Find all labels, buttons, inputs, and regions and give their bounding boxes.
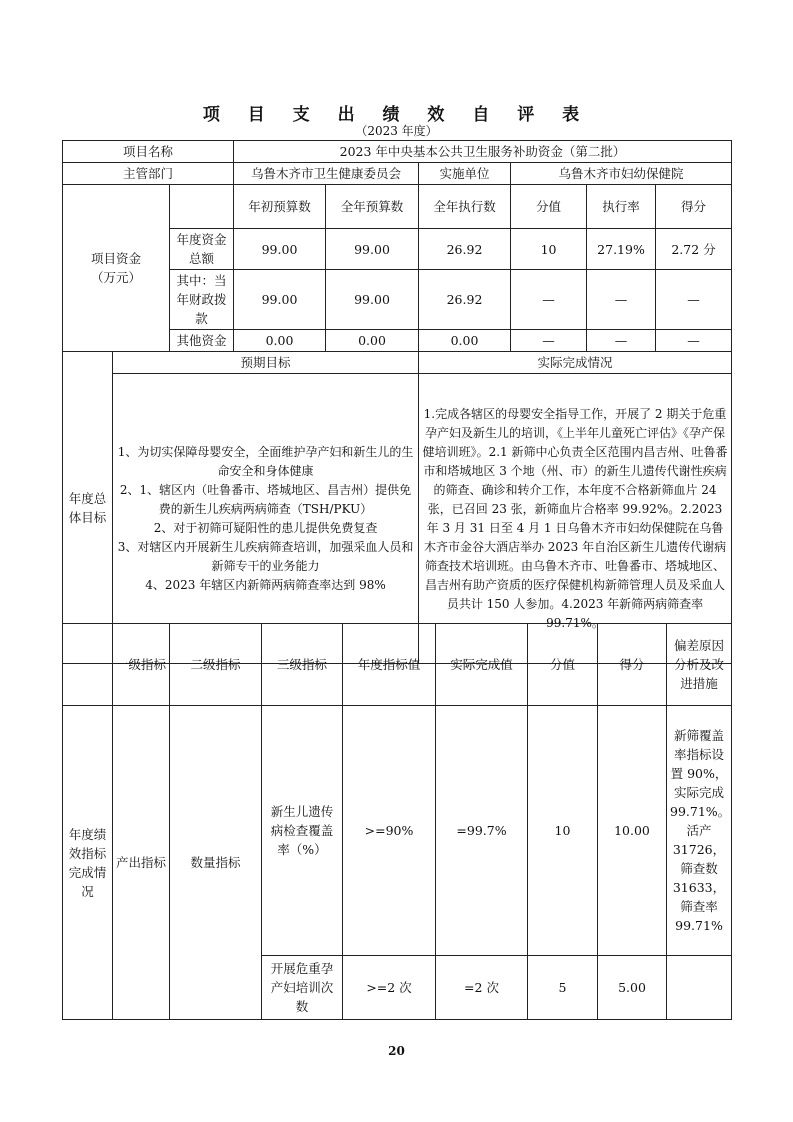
score: 10.00 (598, 706, 667, 956)
funds-cell: — (511, 330, 587, 352)
actual-value: =2 次 (436, 956, 528, 1020)
funds-cell: 0.00 (326, 330, 419, 352)
funds-label-line2: （万元） (90, 270, 141, 285)
indicator-header: 分值 (528, 624, 598, 706)
actual-value: =99.7% (436, 706, 528, 956)
score-value: 10 (528, 706, 598, 956)
score-value: 5 (528, 956, 598, 1020)
target-value: >=2 次 (343, 956, 436, 1020)
dept-label: 主管部门 (63, 163, 234, 185)
indicator-header: 实际完成值 (436, 624, 528, 706)
funds-row-label: 其他资金 (170, 330, 234, 352)
indicator-corner (63, 624, 113, 706)
funds-cell: 2.72 分 (656, 229, 732, 270)
indicator-header: 一级指标 (113, 624, 170, 706)
funds-header: 执行率 (587, 185, 656, 229)
score: 5.00 (598, 956, 667, 1020)
target-value: >=90% (343, 706, 436, 956)
funds-cell: 99.00 (326, 270, 419, 330)
indicator-side-label: 年度绩效指标完成情况 (63, 706, 113, 1020)
level3-indicator: 开展危重孕产妇培训次数 (262, 956, 343, 1020)
expected-goal-content (113, 374, 419, 664)
funds-cell: — (587, 330, 656, 352)
project-info-table (62, 140, 732, 664)
indicator-header: 偏差原因分析及改进措施 (667, 624, 732, 706)
project-name-label: 项目名称 (63, 141, 234, 163)
funds-cell: 99.00 (234, 229, 326, 270)
funds-row-label: 年度资金总额 (170, 229, 234, 270)
funds-cell: 0.00 (234, 330, 326, 352)
actual-result-content: 1.完成各辖区的母婴安全指导工作，开展了 2 期关于危重孕产妇及新生儿的培训，《上半年儿童死亡评估》《孕产保健培训班》。2.1 新筛中心负责全区范围内昌吉州、吐鲁番市和塔城地区 3 个地（州、市）的新生儿遗传代谢性疾病的筛查、确诊和转介工作，本年度不合格新筛血片 24 张，已召回 23 张，新筛血片合格率 99.92%。2.2023 年 3 月 31 日至 4 月 1 日乌鲁木齐市妇幼保健院在乌鲁木齐市金谷大酒店举办 2023 年自治区新生儿遗传代谢病筛查技术培训班。由乌鲁木齐市、吐鲁番市、塔城地区、昌吉州有助产资质的医疗保健机构新筛管理人员及采血人员共计 150 人参加。4.2023 年新筛两病筛查率 99.71%。 (419, 374, 732, 664)
funds-cell: 27.19% (587, 229, 656, 270)
dept-value: 乌鲁木齐市卫生健康委员会 (234, 163, 419, 185)
expected-goal-line: 3、对辖区内开展新生儿疾病筛查培训，加强采血人员和新筛专干的业务能力 (117, 539, 414, 573)
indicator-header: 得分 (598, 624, 667, 706)
report-year: （2023 年度） (355, 124, 438, 138)
funds-header: 得分 (656, 185, 732, 229)
page-number: 20 (388, 1044, 405, 1058)
level3-indicator: 新生儿遗传病检查覆盖率（%） (262, 706, 343, 956)
funds-header: 全年执行数 (419, 185, 511, 229)
funds-row-label: 其中：当年财政拨款 (170, 270, 234, 330)
funds-cell: 10 (511, 229, 587, 270)
indicator-header: 二级指标 (170, 624, 262, 706)
funds-header-blank (170, 185, 234, 229)
funds-cell: 0.00 (419, 330, 511, 352)
actual-result-header: 实际完成情况 (419, 352, 732, 374)
funds-cell: — (511, 270, 587, 330)
funds-cell: 99.00 (326, 229, 419, 270)
funds-cell: 26.92 (419, 270, 511, 330)
funds-label (63, 185, 170, 352)
funds-cell: 26.92 (419, 229, 511, 270)
indicator-table (62, 623, 732, 1020)
expected-goal-line: 2、对于初筛可疑阳性的患儿提供免费复查 (153, 520, 378, 535)
funds-header: 全年预算数 (326, 185, 419, 229)
level2-indicator: 数量指标 (170, 706, 262, 1020)
deviation-remark (667, 956, 732, 1020)
level1-indicator: 产出指标 (113, 706, 170, 1020)
expected-goal-header: 预期目标 (113, 352, 419, 374)
funds-cell: 99.00 (234, 270, 326, 330)
project-name-value: 2023 年中央基本公共卫生服务补助资金（第二批） (234, 141, 732, 163)
funds-cell: — (656, 270, 732, 330)
indicator-header: 三级指标 (262, 624, 343, 706)
deviation-remark: 新筛覆盖率指标设置 90%，实际完成 99.71%。活产 31726，筛查数 31633，筛查率 99.71% (667, 706, 732, 956)
funds-cell: — (587, 270, 656, 330)
impl-label: 实施单位 (419, 163, 511, 185)
funds-header: 年初预算数 (234, 185, 326, 229)
page-title: 项 目 支 出 绩 效 自 评 表 (202, 105, 591, 125)
expected-goal-line: 1、为切实保障母婴安全，全面维护孕产妇和新生儿的生命安全和身体健康 (117, 444, 414, 478)
funds-header: 分值 (511, 185, 587, 229)
funds-label-line1: 项目资金 (90, 251, 141, 266)
expected-goal-line: 4、2023 年辖区内新筛两病筛查率达到 98% (145, 577, 386, 592)
goals-side-label: 年度总体目标 (63, 352, 113, 664)
funds-cell: — (656, 330, 732, 352)
expected-goal-line: 2、1、辖区内（吐鲁番市、塔城地区、昌吉州）提供免费的新生儿疾病两病筛查（TSH/PKU） (119, 482, 412, 516)
impl-value: 乌鲁木齐市妇幼保健院 (511, 163, 732, 185)
indicator-header: 年度指标值 (343, 624, 436, 706)
